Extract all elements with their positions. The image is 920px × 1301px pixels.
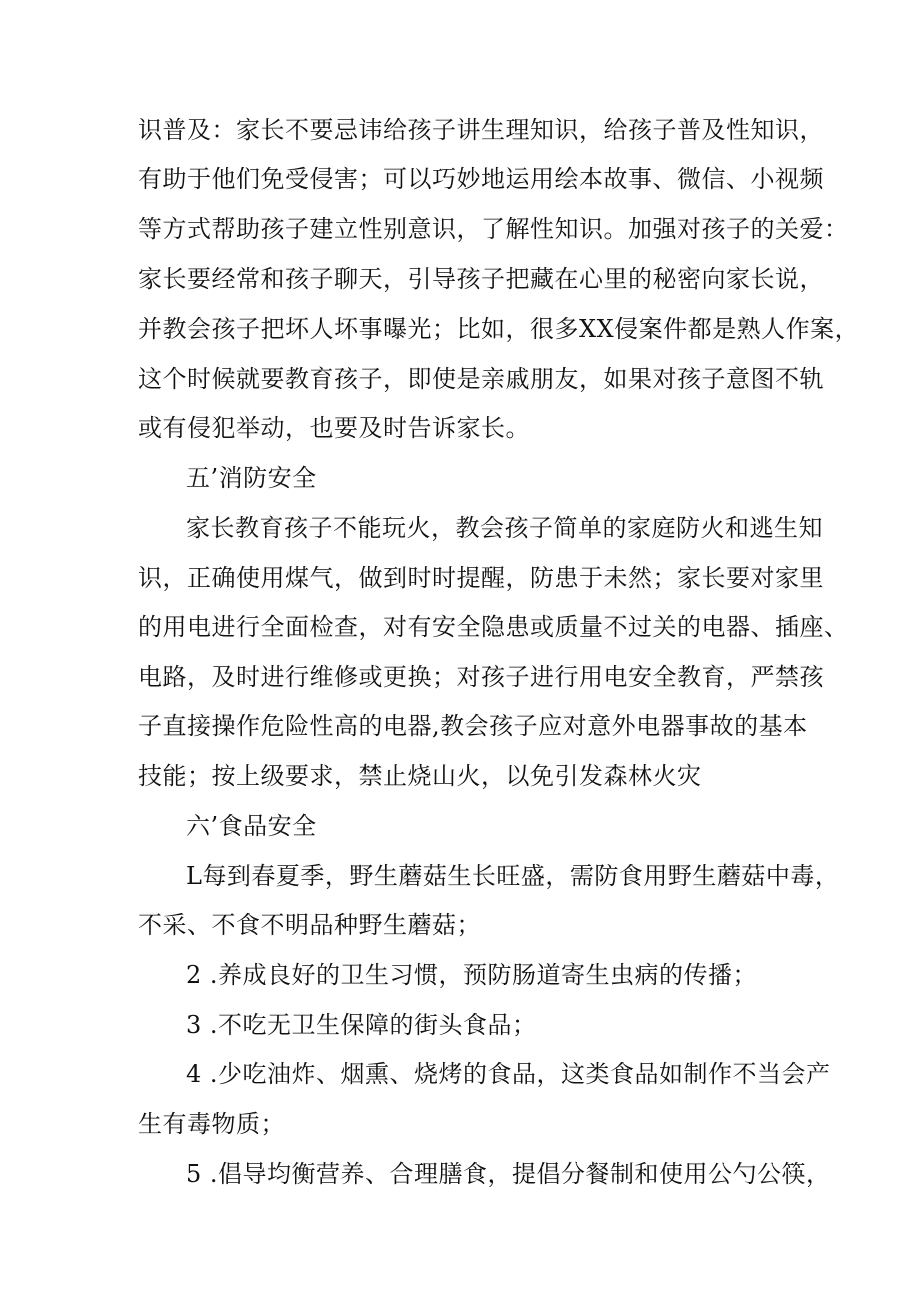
list-item-3: 3 .不吃无卫生保障的街头食品； [186,1011,537,1039]
paragraph-line: 家长教育孩子不能玩火，教会孩子简单的家庭防火和逃生知 [186,514,823,542]
paragraph-line: 或有侵犯举动，也要及时告诉家长。 [138,414,530,442]
section-heading-fire-safety: 五’消防安全 [186,464,317,492]
list-item-5: 5 .倡导均衡营养、合理膳食，提倡分餐制和使用公勺公筷， [186,1160,831,1188]
paragraph-line: 电路，及时进行维修或更换；对孩子进行用电安全教育，严禁孩 [138,663,824,691]
list-item-4: 4 .少吃油炸、烟熏、烧烤的食品，这类食品如制作不当会产 [186,1060,831,1088]
section-heading-food-safety: 六’食品安全 [186,812,317,840]
paragraph-line: 识普及：家长不要忌讳给孩子讲生理知识，给孩子普及性知识， [138,116,824,144]
paragraph-line: 这个时候就要教育孩子，即使是亲戚朋友，如果对孩子意图不轨 [138,365,824,393]
paragraph-line: 子直接操作危险性高的电器,教会孩子应对意外电器事故的基本 [138,712,808,740]
list-item-1: L每到春夏季，野生蘑菇生长旺盛，需防食用野生蘑菇中毒， [186,862,840,890]
paragraph-line: 有助于他们免受侵害；可以巧妙地运用绘本故事、微信、小视频 [138,165,824,193]
paragraph-line: 家长要经常和孩子聊天，引导孩子把藏在心里的秘密向家长说， [138,265,824,293]
list-item-2: 2 .养成良好的卫生习惯，预防肠道寄生虫病的传播； [186,961,758,989]
paragraph-line: 识，正确使用煤气，做到时时提醒，防患于未然；家长要对家里 [138,564,824,592]
paragraph-line: 等方式帮助孩子建立性别意识，了解性知识。加强对孩子的关爱： [138,215,849,243]
paragraph-line: 技能；按上级要求，禁止烧山火，以免引发森林火灾 [138,762,702,790]
paragraph-line: 并教会孩子把坏人坏事曝光；比如，很多XX侵案件都是熟人作案， [138,315,860,343]
paragraph-line: 生有毒物质； [138,1110,285,1138]
paragraph-line: 的用电进行全面检查，对有安全隐患或质量不过关的电器、插座、 [138,613,849,641]
paragraph-line: 不采、不食不明品种野生蘑菇； [138,911,481,939]
